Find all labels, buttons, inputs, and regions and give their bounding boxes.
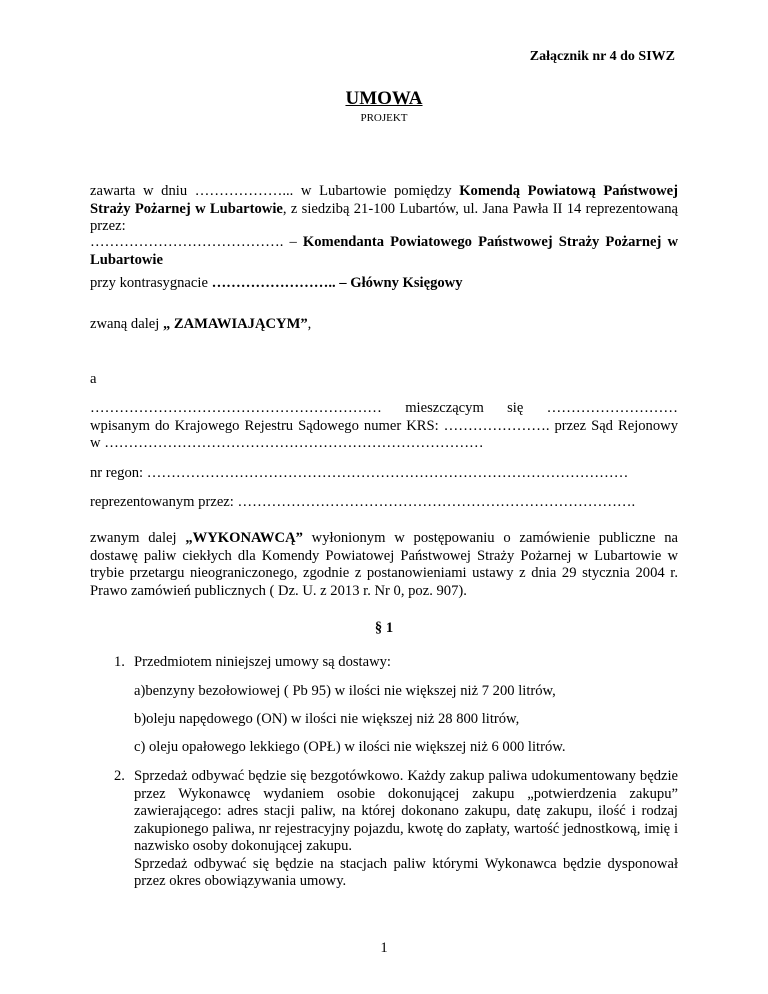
page-number: 1 [380, 940, 388, 956]
ordering-party-name: Komendą Powiatową Państwowej Straży Pożarnej w Lubartowie [90, 183, 678, 217]
regon-line: nr regon: ……………………………………………………………………………………… [90, 465, 629, 481]
chief-accountant: …………………….. – Główny Księgowy [211, 275, 463, 291]
contractor-details-paragraph: …………………………………………………… mieszczącym się ……………………… wpisanym do Krajowego Rejestru Sądowego numer KRS: …………………. przez Sąd Rejonowy w …………………………………………………………………… [90, 400, 678, 451]
section-heading: § 1 [374, 620, 394, 636]
sub-item-b: b)oleju napędowego (ON) w ilości nie większej niż 28 800 litrów, [134, 711, 520, 727]
list-item-text: Sprzedaż odbywać będzie się bezgotówkowo. Każdy zakup paliwa udokumentowany będzie przez Wykonawcę wydaniem osobie dokonującej zakupu „potwierdzenia zakupu” zawierającego: adres stacji paliw, na której dokonano zakupu, datę zakupu, ilość i rodzaj zakupionego paliwa, nr rejestracyjny pojazdu, kwotę do zapłaty, wartość jednostkową, imię i nazwisko osoby dokonującej zakupu. Sprzedaż odbywać się będzie na stacjach paliw którymi Wykonawca będzie dysponował przez okres obowiązywania umowy. [134, 768, 678, 889]
contractor-called-paragraph: zwanym dalej „WYKONAWCĄ” wyłonionym w postępowaniu o zamówienie publiczne na dostawę paliw ciekłych dla Komendy Powiatowej Państwowej Straży Pożarnej w Lubartowie w trybie przetargu nieograniczonego, zgodnie z postanowieniami ustawy z dnia 29 stycznia 2004 r. Prawo zamówień publicznych ( Dz. U. z 2013 r. Nr 0, poz. 907). [90, 530, 678, 599]
ordering-party-called: zwaną dalej „ ZAMAWIAJĄCYM”, [90, 316, 312, 332]
representative-title: Komendanta Powiatowego Państwowej Straży Pożarnej w Lubartowie [90, 234, 678, 268]
contractor-representative-line: reprezentowanym przez: ………………………………………………………………………. [90, 494, 636, 510]
annex-label: Załącznik nr 4 do SIWZ [529, 49, 675, 64]
representative-paragraph: …………………………………. – Komendanta Powiatowego Państwowej Straży Pożarnej w Lubartowie [90, 234, 678, 268]
sub-item-c: c) oleju opałowego lekkiego (OPŁ) w ilości nie większej niż 6 000 litrów. [134, 739, 566, 755]
document-title: UMOWA [345, 88, 423, 109]
ordering-party-alias: „ ZAMAWIAJĄCYM” [162, 316, 308, 332]
countersignature-line: przy kontrasygnacie …………………….. – Główny Księgowy [90, 275, 463, 291]
contractor-alias: „WYKONAWCĄ” [185, 530, 303, 546]
list-item-number: 1. [114, 654, 125, 670]
document-subtitle: PROJEKT [360, 112, 408, 124]
list-item-text: Przedmiotem niniejszej umowy są dostawy: [134, 654, 391, 670]
and-conjunction: a [90, 371, 97, 387]
intro-paragraph: zawarta w dniu ………………... w Lubartowie pomiędzy Komendą Powiatową Państwowej Straży Pożarnej w Lubartowie, z siedzibą 21-100 Lubartów, ul. Jana Pawła II 14 reprezentowaną przez: [90, 183, 678, 234]
list-item-number: 2. [114, 768, 125, 784]
sub-item-a: a)benzyny bezołowiowej ( Pb 95) w ilości nie większej niż 7 200 litrów, [134, 683, 556, 699]
